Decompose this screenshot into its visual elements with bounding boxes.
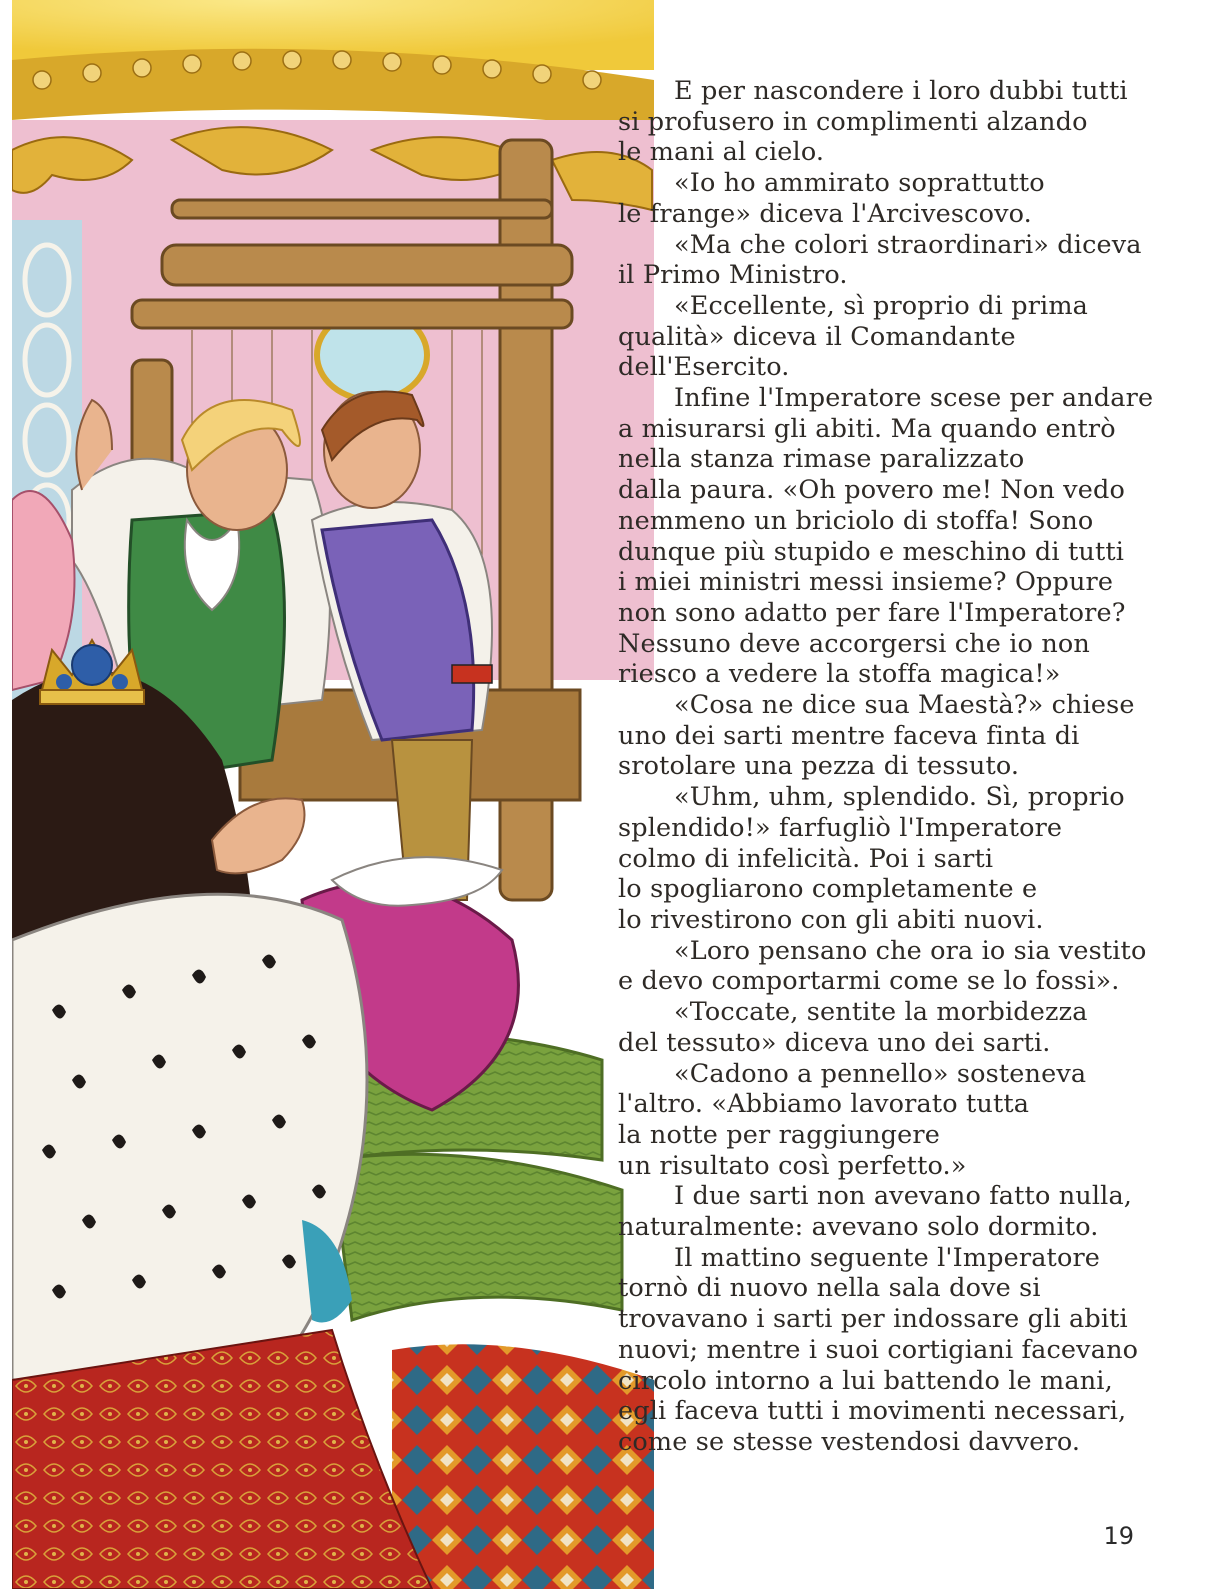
text-line: non sono adatto per fare l'Imperatore? [618, 597, 1126, 628]
text-line: dunque più stupido e meschino di tutti [618, 536, 1125, 567]
text-line: srotolare una pezza di tessuto. [618, 751, 1020, 782]
page-number: 19 [1103, 1522, 1134, 1550]
story-paragraph [618, 230, 1178, 291]
text-line: trovavano i sarti per indossare gli abiti [618, 1304, 1128, 1335]
story-paragraph [618, 1243, 1178, 1458]
text-line: colmo di infelicità. Poi i sarti [618, 843, 994, 874]
text-line: lo rivestirono con gli abiti nuovi. [618, 904, 1044, 935]
text-line: splendido!» farfugliò l'Imperatore [618, 812, 1063, 843]
text-line: riesco a vedere la stoffa magica!» [618, 659, 1061, 690]
story-paragraph [618, 383, 1178, 690]
text-line: si profusero in complimenti alzando [618, 106, 1088, 137]
story-paragraph [618, 168, 1178, 229]
text-line: la notte per raggiungere [618, 1119, 940, 1150]
tailors-and-emperor-illustration [12, 0, 654, 1589]
text-line: un risultato così perfetto.» [618, 1150, 967, 1181]
text-line: nuovi; mentre i suoi cortigiani facevano [618, 1334, 1139, 1365]
text-line: l'altro. «Abbiamo lavorato tutta [618, 1089, 1030, 1120]
text-line: i miei ministri messi insieme? Oppure [618, 567, 1114, 598]
text-line: «Toccate, sentite la morbidezza [674, 997, 1088, 1028]
text-line: il Primo Ministro. [618, 260, 848, 291]
text-line: egli faceva tutti i movimenti necessari, [618, 1396, 1127, 1427]
patterned-rug [392, 1344, 654, 1589]
text-line: le mani al cielo. [618, 137, 825, 168]
text-line: E per nascondere i loro dubbi tutti [674, 76, 1128, 106]
text-line: uno dei sarti mentre faceva finta di [618, 720, 1080, 751]
text-line: a misurarsi gli abiti. Ma quando entrò [618, 413, 1116, 444]
text-line: «Uhm, uhm, splendido. Sì, proprio [674, 782, 1125, 813]
text-line: come se stesse vestendosi davvero. [618, 1426, 1081, 1457]
story-paragraph [618, 782, 1178, 936]
text-line: Nessuno deve accorgersi che io non [618, 628, 1090, 659]
story-paragraph [618, 936, 1178, 997]
text-line: «Cosa ne dice sua Maestà?» chiese [674, 690, 1135, 721]
text-line: «Ma che colori straordinari» diceva [674, 229, 1142, 260]
story-paragraph [618, 76, 1178, 168]
text-line: nella stanza rimase paralizzato [618, 444, 1025, 475]
text-line: «Loro pensano che ora io sia vestito [674, 935, 1147, 966]
text-line: Infine l'Imperatore scese per andare [674, 383, 1154, 414]
text-line: del tessuto» diceva uno dei sarti. [618, 1027, 1051, 1058]
text-line: Il mattino seguente l'Imperatore [674, 1242, 1101, 1273]
story-paragraph [618, 997, 1178, 1058]
story-paragraph [618, 1059, 1178, 1182]
text-line: dell'Esercito. [618, 352, 790, 383]
text-line: le frange» diceva l'Arcivescovo. [618, 198, 1032, 229]
text-line: «Cadono a pennello» sosteneva [674, 1058, 1087, 1089]
story-text [618, 76, 1178, 1458]
text-line: e devo comportarmi come se lo fossi». [618, 966, 1120, 997]
text-line: dalla paura. «Oh povero me! Non vedo [618, 475, 1125, 506]
text-line: lo spogliarono completamente e [618, 874, 1038, 905]
text-line: qualità» diceva il Comandante [618, 321, 1016, 352]
text-line: «Eccellente, sì proprio di prima [674, 290, 1089, 321]
text-line: I due sarti non avevano fatto nulla, [674, 1181, 1133, 1212]
story-paragraph [618, 291, 1178, 383]
text-line: circolo intorno a lui battendo le mani, [618, 1365, 1113, 1396]
text-line: «Io ho ammirato soprattutto [674, 168, 1045, 199]
story-paragraph [618, 1181, 1178, 1242]
text-line: tornò di nuovo nella sala dove si [618, 1273, 1041, 1304]
text-line: nemmeno un briciolo di stoffa! Sono [618, 505, 1094, 536]
text-line: naturalmente: avevano solo dormito. [618, 1212, 1099, 1243]
story-paragraph [618, 690, 1178, 782]
